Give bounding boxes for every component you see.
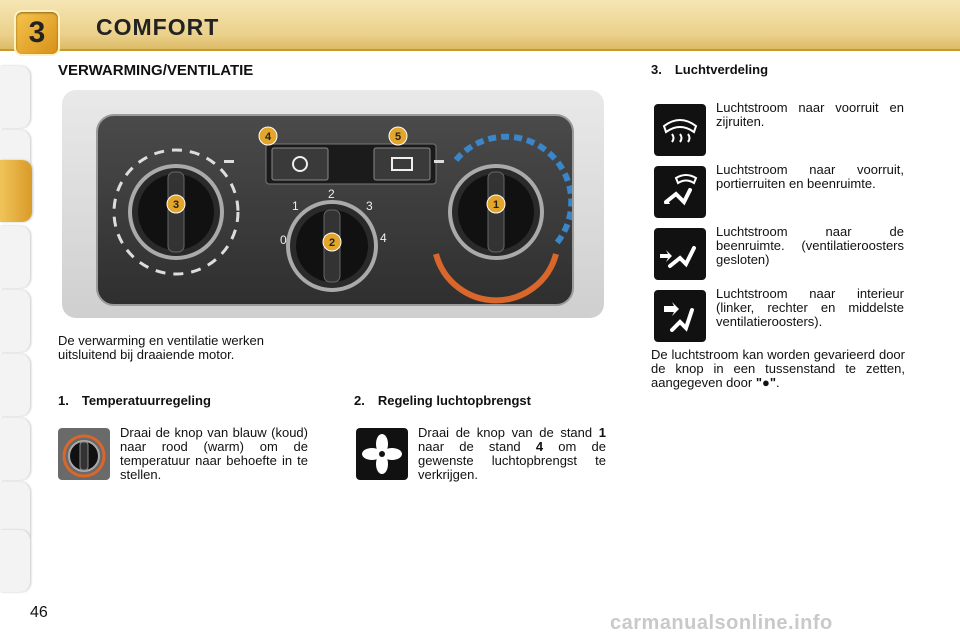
windscreen-demist-icon — [654, 104, 706, 156]
control-panel-drawing — [96, 114, 572, 304]
fan-title: 2. Regeling luchtopbrengst — [354, 393, 531, 408]
section-title: VERWARMING/VENTILATIE — [58, 62, 254, 79]
fan-speed-1: 1 — [292, 199, 299, 213]
page-number: 46 — [30, 604, 48, 621]
header-divider — [0, 49, 960, 51]
distribution-item-text: Luchtstroom naar de beenruimte. (ventilatieroosters gesloten) — [716, 224, 904, 267]
side-tab-active[interactable] — [0, 160, 32, 222]
side-tab[interactable] — [0, 226, 30, 288]
side-tab[interactable] — [0, 418, 30, 480]
marker-5: 5 — [394, 131, 402, 143]
fan-icon — [356, 428, 408, 480]
side-tab[interactable] — [0, 530, 30, 592]
side-tab[interactable] — [0, 290, 30, 352]
fan-speed-0: 0 — [280, 233, 287, 247]
temperature-title: 1. Temperatuurregeling — [58, 393, 211, 408]
temperature-text: Draai de knop van blauw (koud) naar rood (warm) om de temperatuur naar behoefte in te stellen. — [120, 425, 308, 482]
marker-4: 4 — [264, 131, 272, 143]
face-vent-icon — [654, 290, 706, 342]
feet-icon — [654, 228, 706, 280]
marker-2: 2 — [328, 237, 336, 249]
temperature-knob-icon — [58, 428, 110, 480]
distribution-item-text: Luchtstroom naar interieur (linker, rechter en middelste ventilatieroosters). — [716, 286, 904, 329]
side-tab[interactable] — [0, 66, 30, 128]
fan-text: Draai de knop van de stand 1 naar de stand 4 om de gewenste luchtopbrengst te verkrijgen. — [418, 425, 606, 482]
distribution-note: De luchtstroom kan worden gevarieerd door de knop in een tussenstand te zetten, aangegeven door "●". — [651, 347, 905, 390]
chapter-number: 3 — [28, 16, 46, 49]
chapter-title: COMFORT — [96, 14, 220, 40]
distribution-item-text: Luchtstroom naar voorruit en zijruiten. — [716, 100, 904, 129]
distribution-item-text: Luchtstroom naar voorruit, portierruiten en beenruimte. — [716, 162, 904, 191]
distribution-title: 3. Luchtverdeling — [651, 62, 769, 77]
windscreen-feet-icon — [654, 166, 706, 218]
marker-3: 3 — [172, 199, 180, 211]
side-tab[interactable] — [0, 354, 30, 416]
watermark: carmanualsonline.info — [610, 612, 833, 634]
fan-speed-4: 4 — [380, 231, 387, 245]
marker-1: 1 — [492, 199, 500, 211]
fan-speed-2: 2 — [328, 187, 335, 201]
intro-text: De verwarming en ventilatie werken uitsluitend bij draaiende motor. — [58, 333, 264, 362]
fan-speed-3: 3 — [366, 199, 373, 213]
